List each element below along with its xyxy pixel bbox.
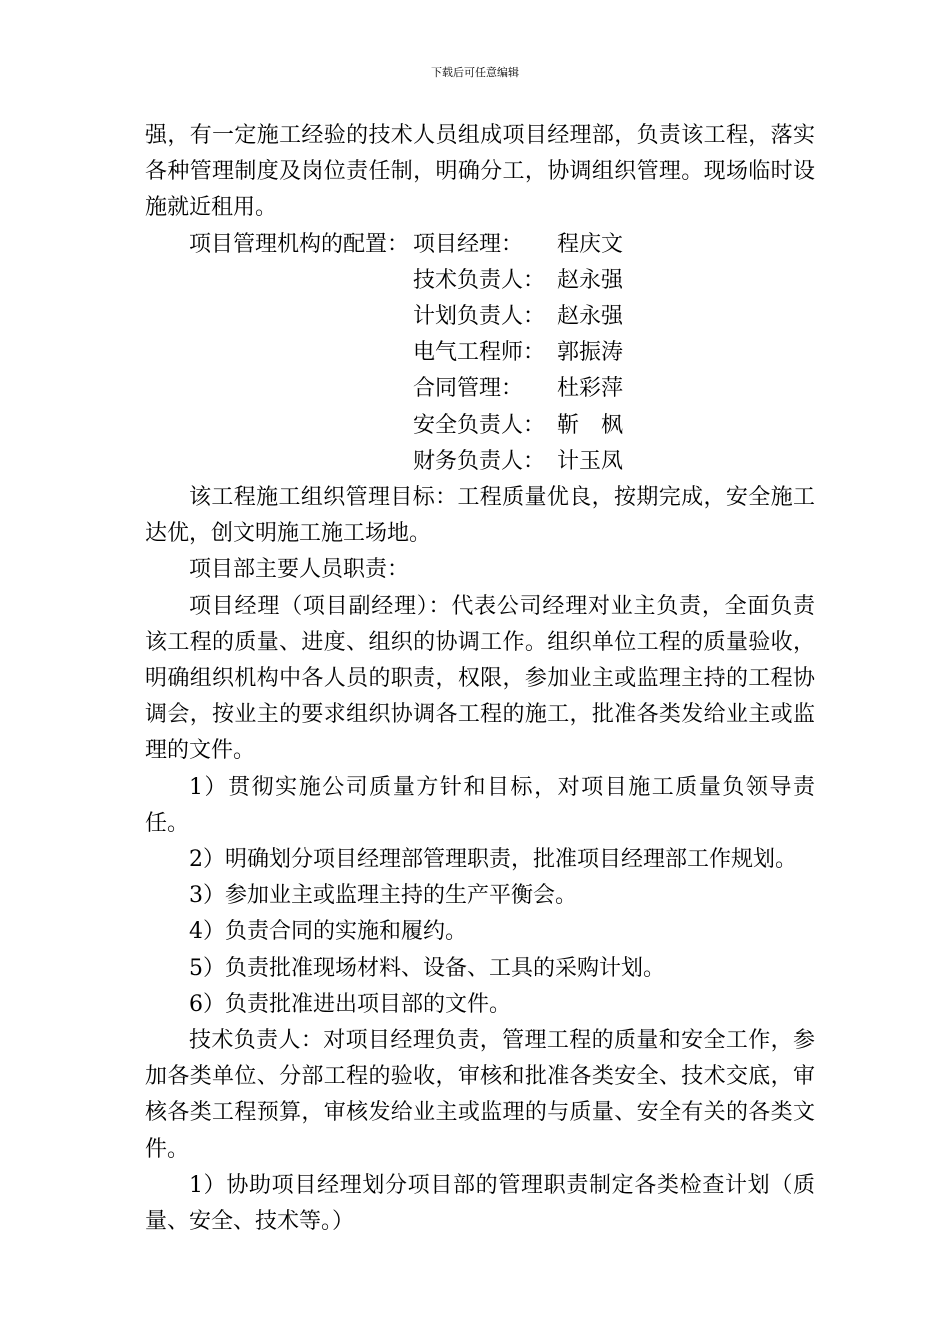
pm-duty-paragraph: 项目经理（项目副经理）：代表公司经理对业主负责，全面负责该工程的质量、进度、组织的协调工作。组织单位工程的质量验收，明确组织机构中各人员的职责，权限，参加业主或监理主持的工程协调会，按业主的要求组织协调各工程的施工，批准各类发给业主或监理的文件。: [145, 593, 815, 764]
duties-heading: 项目部主要人员职责：: [189, 557, 410, 583]
org-name: 程庆文: [557, 231, 624, 257]
org-row-planning-lead: [145, 299, 815, 335]
pm-item: 5）负责批准现场材料、设备、工具的采购计划。: [189, 955, 665, 981]
org-name: 郭振涛: [557, 340, 624, 366]
tech-duty-paragraph: 技术负责人：对项目经理负责，管理工程的质量和安全工作，参加各类单位、分部工程的验收，审核和批准各类安全、技术交底，审核各类工程预算，审核发给业主或监理的与质量、安全有关的各类文件。: [145, 1027, 815, 1162]
intro-paragraph: 强，有一定施工经验的技术人员组成项目经理部，负责该工程，落实各种管理制度及岗位责任制，明确分工，协调组织管理。现场临时设施就近租用。: [145, 123, 815, 221]
org-role: 安全负责人：: [413, 412, 546, 438]
org-name: 杜彩萍: [557, 376, 624, 402]
org-row-safety-lead: [145, 408, 815, 444]
pm-item: 6）负责批准进出项目部的文件。: [189, 991, 511, 1017]
org-row-finance-lead: [145, 444, 815, 480]
org-role: 电气工程师：: [413, 340, 546, 366]
goal-paragraph: 该工程施工组织管理目标：工程质量优良，按期完成，安全施工达优，创文明施工施工场地。: [145, 484, 815, 547]
page-header-note: 下载后可任意编辑: [431, 66, 519, 79]
pm-item: 2）明确划分项目经理部管理职责，批准项目经理部工作规划。: [189, 846, 797, 872]
org-role: 技术负责人：: [413, 267, 546, 293]
org-role: 财务负责人：: [413, 448, 546, 474]
org-config-label: 项目管理机构的配置：: [189, 231, 410, 257]
tech-item: 1）协助项目经理划分项目部的管理职责制定各类检查计划（质量、安全、技术等。）: [145, 1172, 815, 1234]
org-name: 靳 枫: [557, 412, 624, 438]
pm-item: 1）贯彻实施公司质量方针和目标，对项目施工质量负领导责任。: [145, 774, 815, 836]
pm-item: 4）负责合同的实施和履约。: [189, 919, 467, 945]
org-name: 计玉凤: [557, 448, 624, 474]
org-name: 赵永强: [557, 267, 624, 293]
org-role: 项目经理：: [413, 231, 524, 257]
org-name: 赵永强: [557, 303, 624, 329]
org-role: 计划负责人：: [413, 303, 546, 329]
document-body: [145, 118, 815, 1240]
org-role: 合同管理：: [413, 376, 524, 402]
org-row-electrical-engineer: [145, 335, 815, 371]
org-row-technical-lead: [145, 263, 815, 299]
pm-item: 3）参加业主或监理主持的生产平衡会。: [189, 883, 577, 909]
org-row-project-manager: [145, 227, 815, 263]
org-row-contract-manager: [145, 371, 815, 407]
